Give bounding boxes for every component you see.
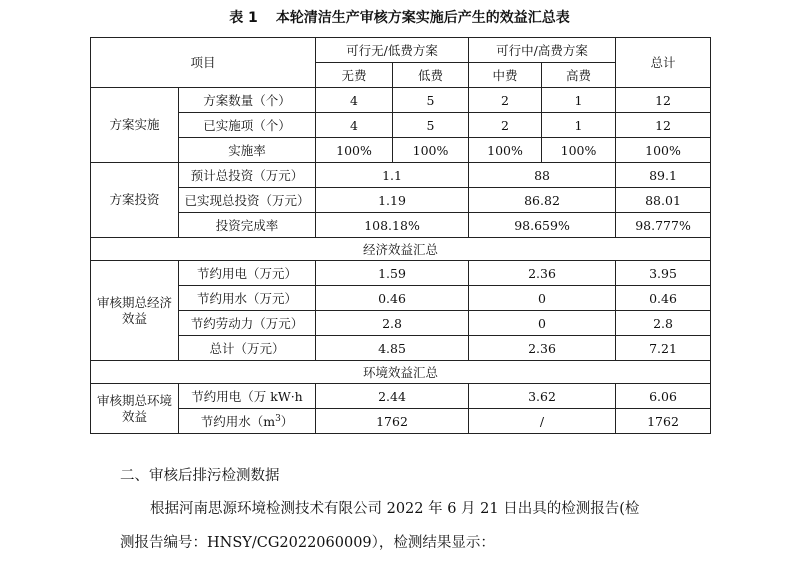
- cell-value: 100%: [316, 138, 393, 163]
- cell-value: 100%: [616, 138, 711, 163]
- cell-value: 2.36: [469, 261, 616, 286]
- row-label: 节约用电（万元）: [179, 261, 316, 286]
- header-total: 总计: [616, 38, 711, 88]
- group-implementation: 方案实施: [91, 88, 179, 163]
- benefit-summary-table: [90, 37, 711, 434]
- cell-value: 2.8: [616, 311, 711, 336]
- table-row: [91, 163, 711, 188]
- cell-value: 2: [469, 88, 542, 113]
- cell-value: 6.06: [616, 384, 711, 409]
- cell-value: 2: [469, 113, 542, 138]
- cell-value: 2.36: [469, 336, 616, 361]
- table-row: [91, 188, 711, 213]
- row-label-superscript: 3: [275, 413, 281, 424]
- cell-value: 100%: [469, 138, 542, 163]
- group-economic: 审核期总经济效益: [91, 261, 179, 361]
- cell-value: 7.21: [616, 336, 711, 361]
- section-heading: 二、审核后排污检测数据: [120, 468, 280, 484]
- cell-value: 0: [469, 286, 616, 311]
- group-investment: 方案投资: [91, 163, 179, 238]
- table-row: [91, 409, 711, 434]
- cell-value: 12: [616, 88, 711, 113]
- cell-value: 0.46: [616, 286, 711, 311]
- row-label: 已实施项（个）: [179, 113, 316, 138]
- table-title: 本轮清洁生产审核方案实施后产生的效益汇总表: [275, 10, 570, 26]
- row-label: 总计（万元）: [179, 336, 316, 361]
- table-row: [91, 311, 711, 336]
- cell-value: 88: [469, 163, 616, 188]
- cell-value: 4.85: [316, 336, 469, 361]
- section-row-environmental: [91, 361, 711, 384]
- table-row: [91, 336, 711, 361]
- row-label-prefix: 节约用水（m: [200, 413, 276, 429]
- cell-value: 3.62: [469, 384, 616, 409]
- row-label: 预计总投资（万元）: [179, 163, 316, 188]
- row-label: 节约用电（万 kW·h: [179, 384, 316, 409]
- row-label: 已实现总投资（万元）: [179, 188, 316, 213]
- cell-value: 1.1: [316, 163, 469, 188]
- cell-value: 4: [316, 113, 393, 138]
- header-no-cost: 无费: [316, 63, 393, 88]
- section-row-economic: [91, 238, 711, 261]
- cell-value: 1762: [616, 409, 711, 434]
- body-paragraph-line-2: 测报告编号：HNSY/CG2022060009），检测结果显示：: [120, 535, 495, 551]
- cell-value: 1.19: [316, 188, 469, 213]
- row-label: 方案数量（个）: [179, 88, 316, 113]
- table-row: [91, 286, 711, 311]
- section-title-environmental: 环境效益汇总: [91, 361, 711, 384]
- header-item: 项目: [91, 38, 316, 88]
- table-row: [91, 88, 711, 113]
- cell-value: 1762: [316, 409, 469, 434]
- row-label: 节约用水（万元）: [179, 286, 316, 311]
- table-caption: [0, 8, 799, 28]
- cell-value: 100%: [393, 138, 469, 163]
- cell-value: 98.659%: [469, 213, 616, 238]
- cell-value: 2.8: [316, 311, 469, 336]
- header-low-cost-group: 可行无/低费方案: [316, 38, 469, 63]
- header-high-cost: 高费: [542, 63, 616, 88]
- header-mid-cost: 中费: [469, 63, 542, 88]
- cell-value: 5: [393, 113, 469, 138]
- cell-value: 0.46: [316, 286, 469, 311]
- section-title-economic: 经济效益汇总: [91, 238, 711, 261]
- body-paragraph-line-1: 根据河南思源环境检测技术有限公司 2022 年 6 月 21 日出具的检测报告(检: [150, 501, 640, 517]
- cell-value: 100%: [542, 138, 616, 163]
- cell-value: 89.1: [616, 163, 711, 188]
- cell-value: 12: [616, 113, 711, 138]
- row-label: 实施率: [179, 138, 316, 163]
- table-row: [91, 138, 711, 163]
- cell-value: 1: [542, 88, 616, 113]
- cell-value: 1: [542, 113, 616, 138]
- row-label: 投资完成率: [179, 213, 316, 238]
- group-environmental: 审核期总环境效益: [91, 384, 179, 434]
- cell-value: 2.44: [316, 384, 469, 409]
- header-low-cost: 低费: [393, 63, 469, 88]
- row-label: 节约劳动力（万元）: [179, 311, 316, 336]
- table-row: [91, 384, 711, 409]
- cell-value: 108.18%: [316, 213, 469, 238]
- header-row-1: [91, 38, 711, 63]
- cell-value: 4: [316, 88, 393, 113]
- table-row: [91, 261, 711, 286]
- header-high-cost-group: 可行中/高费方案: [469, 38, 616, 63]
- cell-value: 0: [469, 311, 616, 336]
- row-label-suffix: ）: [280, 413, 294, 429]
- table-number: 表 1: [229, 10, 258, 26]
- cell-value: 86.82: [469, 188, 616, 213]
- cell-value: /: [469, 409, 616, 434]
- cell-value: 98.777%: [616, 213, 711, 238]
- table-row: [91, 113, 711, 138]
- cell-value: 3.95: [616, 261, 711, 286]
- cell-value: 5: [393, 88, 469, 113]
- table-row: [91, 213, 711, 238]
- cell-value: 88.01: [616, 188, 711, 213]
- row-label: [179, 409, 316, 434]
- cell-value: 1.59: [316, 261, 469, 286]
